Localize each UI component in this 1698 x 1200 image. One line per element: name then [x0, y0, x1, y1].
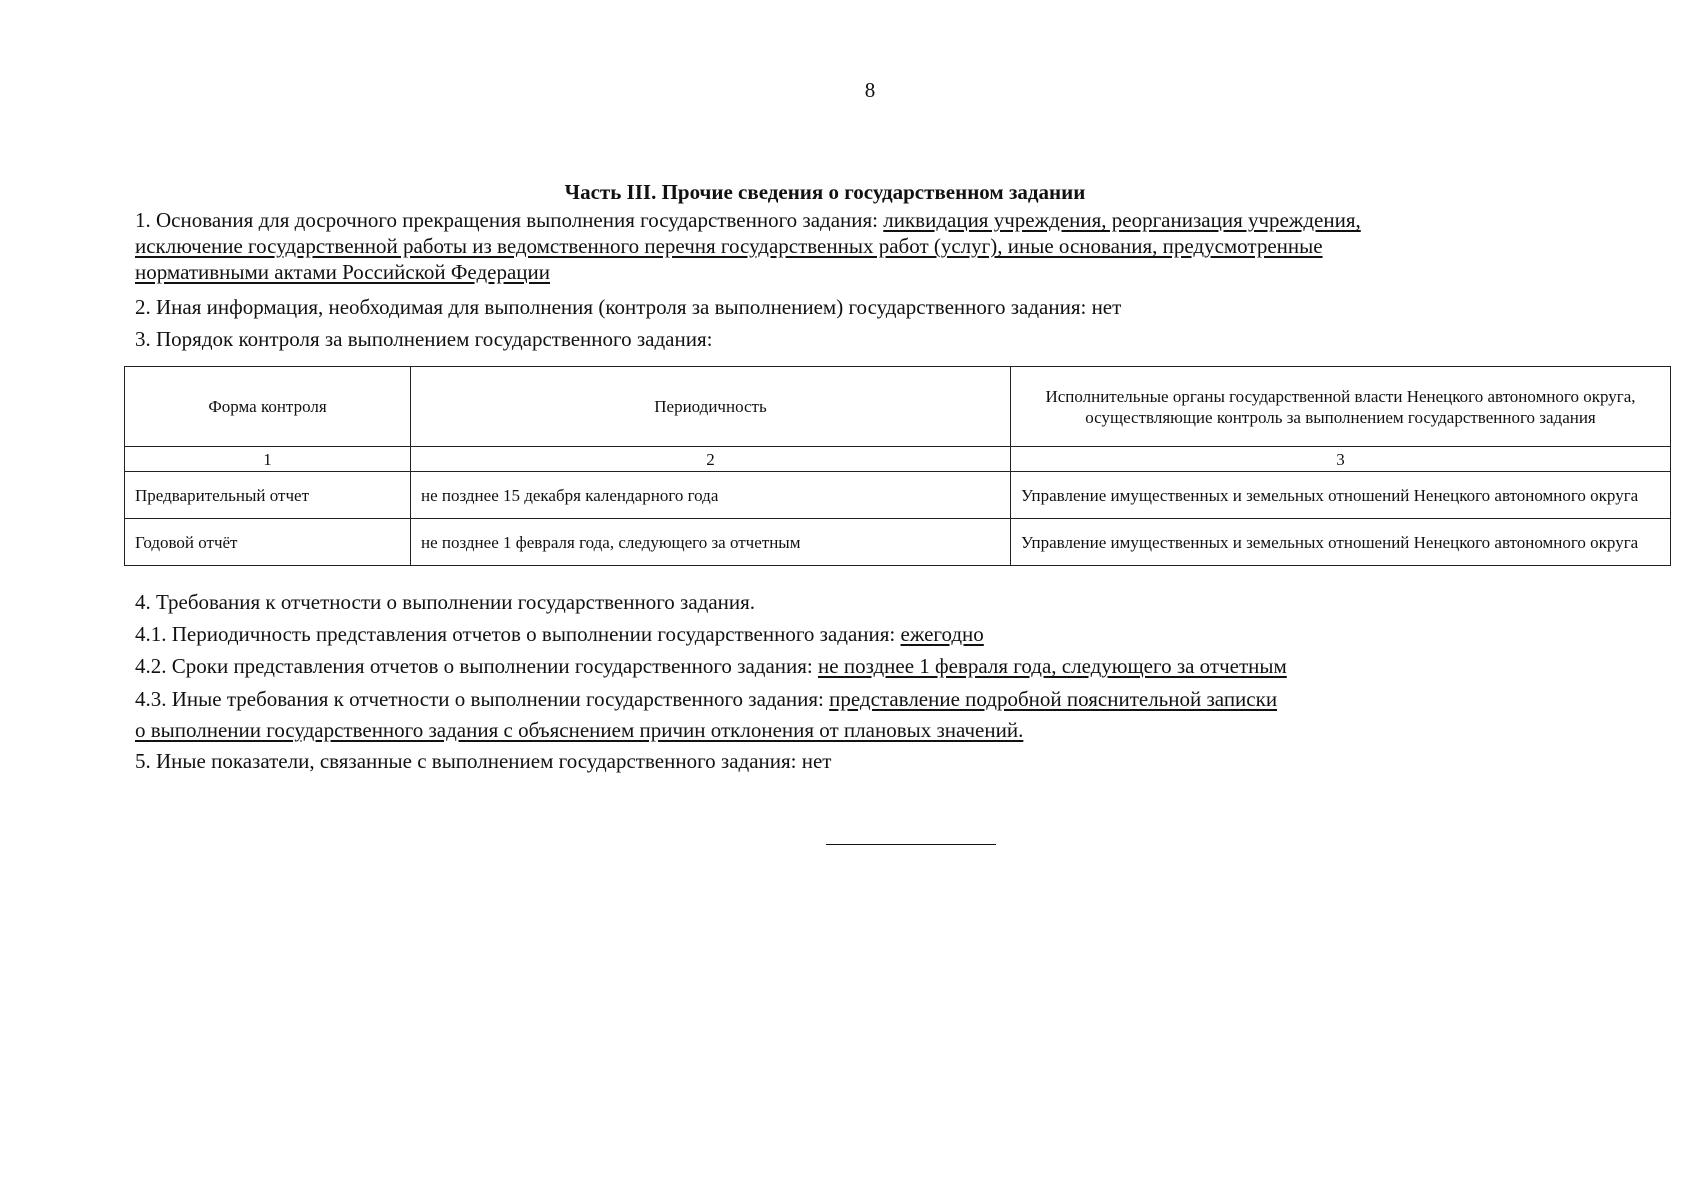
col-number-3: 3	[1011, 447, 1671, 472]
cell-authority: Управление имущественных и земельных отношений Ненецкого автономного округа	[1011, 472, 1671, 519]
paragraph-1-value-line2: исключение государственной работы из ведомственного перечня государственных работ (услуг), иные основания, предусмотренные	[135, 234, 1323, 258]
table-row	[125, 472, 1671, 519]
page-number: 8	[864, 78, 876, 102]
header-authority: Исполнительные органы государственной власти Ненецкого автономного округа, осуществляющие контроль за выполнением государственного задания	[1011, 367, 1671, 447]
paragraph-1-value-line1: ликвидация учреждения, реорганизация учреждения,	[883, 208, 1361, 232]
cell-form: Предварительный отчет	[125, 472, 411, 519]
end-separator-line	[826, 844, 996, 845]
paragraph-4-3	[135, 684, 1277, 746]
table-number-row	[125, 447, 1671, 472]
paragraph-4-1-prefix: 4.1. Периодичность представления отчетов о выполнении государственного задания:	[135, 622, 901, 646]
paragraph-4: 4. Требования к отчетности о выполнении государственного задания.	[135, 590, 756, 614]
paragraph-2: 2. Иная информация, необходимая для выполнения (контроля за выполнением) государственного задания: нет	[135, 295, 1122, 319]
control-table	[124, 366, 1671, 566]
paragraph-1-value-line3: нормативными актами Российской Федерации	[135, 260, 550, 284]
col-number-2: 2	[411, 447, 1011, 472]
paragraph-4-2	[135, 653, 1287, 679]
paragraph-4-2-value: не позднее 1 февраля года, следующего за отчетным	[818, 654, 1287, 678]
paragraph-4-3-value-line1: представление подробной пояснительной записки	[829, 687, 1278, 711]
paragraph-4-1-value: ежегодно	[900, 622, 984, 646]
paragraph-4-3-value-line2: о выполнении государственного задания с объяснением причин отклонения от плановых значений.	[135, 718, 1024, 742]
paragraph-1	[135, 207, 1575, 285]
paragraph-4-3-prefix: 4.3. Иные требования к отчетности о выполнении государственного задания:	[135, 687, 830, 711]
header-form: Форма контроля	[125, 367, 411, 447]
section-title: Часть III. Прочие сведения о государственном задании	[564, 180, 1086, 204]
paragraph-3: 3. Порядок контроля за выполнением государственного задания:	[135, 327, 713, 351]
col-number-1: 1	[125, 447, 411, 472]
table-header-row	[125, 367, 1671, 447]
paragraph-1-prefix: 1. Основания для досрочного прекращения выполнения государственного задания:	[135, 208, 884, 232]
header-periodicity: Периодичность	[411, 367, 1011, 447]
paragraph-4-1	[135, 621, 984, 647]
paragraph-5: 5. Иные показатели, связанные с выполнением государственного задания: нет	[135, 749, 832, 773]
paragraph-4-2-prefix: 4.2. Сроки представления отчетов о выполнении государственного задания:	[135, 654, 819, 678]
cell-form: Годовой отчёт	[125, 519, 411, 566]
cell-periodicity: не позднее 1 февраля года, следующего за отчетным	[411, 519, 1011, 566]
table-row	[125, 519, 1671, 566]
cell-periodicity: не позднее 15 декабря календарного года	[411, 472, 1011, 519]
cell-authority: Управление имущественных и земельных отношений Ненецкого автономного округа	[1011, 519, 1671, 566]
